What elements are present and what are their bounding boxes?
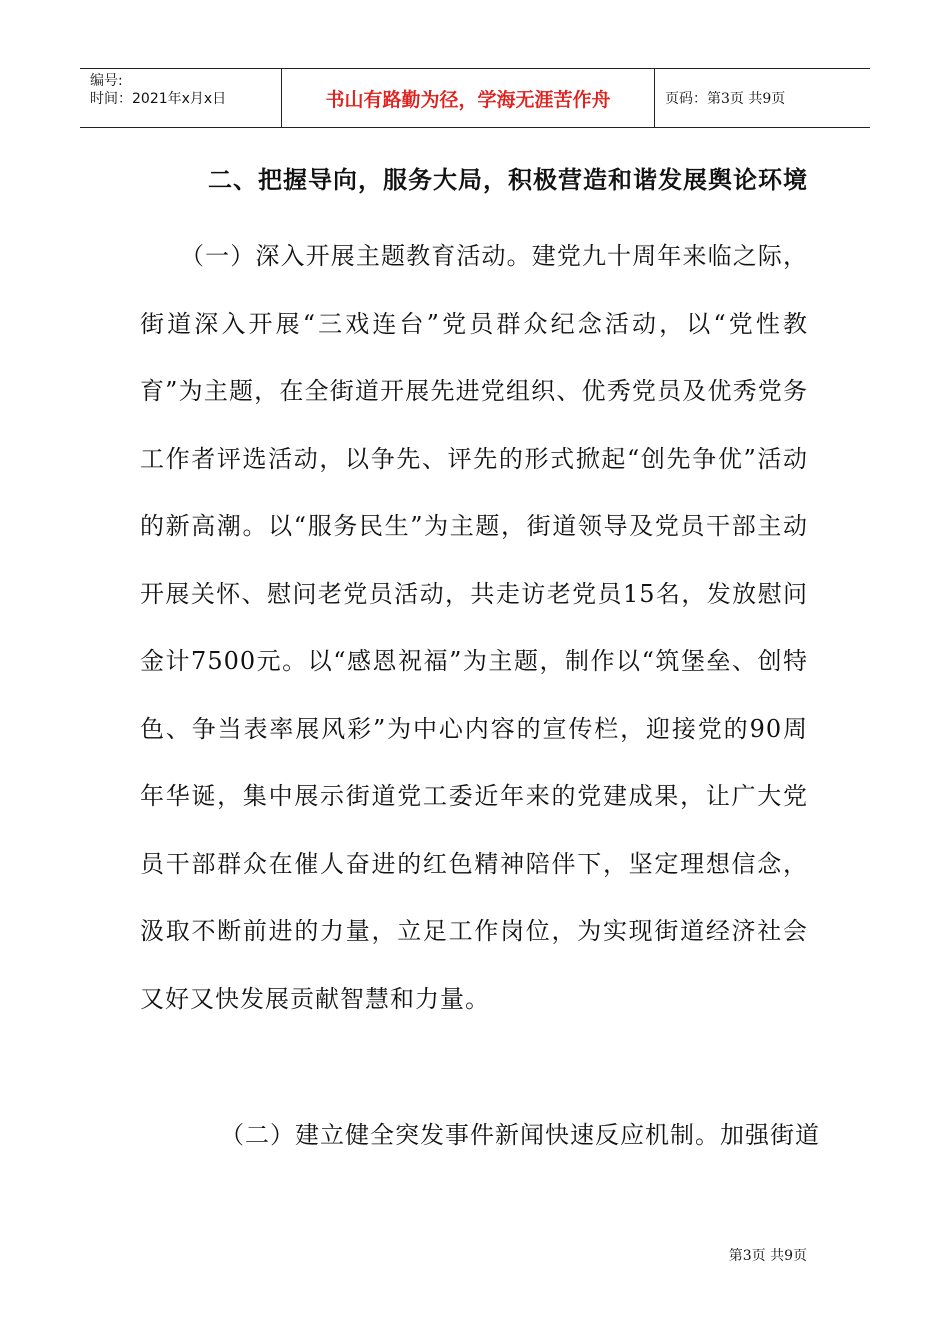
header-page-number: 页码：第3页 共9页: [665, 91, 786, 107]
header-motto: 书山有路勤为径，学海无涯苦作舟: [282, 69, 655, 127]
header-meta: [80, 69, 282, 127]
document-number-label: 编号:: [90, 73, 123, 89]
body-paragraph: （二）建立健全突发事件新闻快速反应机制。加强街道: [220, 1121, 820, 1149]
document-header: [80, 68, 870, 128]
section-heading: 二、把握导向，服务大局，积极营造和谐发展舆论环境: [208, 166, 808, 194]
footer-page-number: 第3页 共9页: [728, 1248, 807, 1264]
document-date: 时间：2021年x月x日: [90, 91, 227, 107]
body-paragraph: （一）深入开展主题教育活动。建党九十周年来临之际，街道深入开展“三戏连台”党员群众纪念活动，以“党性教育”为主题，在全街道开展先进党组织、优秀党员及优秀党务工作者评选活动，以争先、评先的形式掀起“创先争优”活动的新高潮。以“服务民生”为主题，街道领导及党员干部主动开展关怀、慰问老党员活动，共走访老党员15名，发放慰问金计7500元。以“感恩祝福”为主题，制作以“筑堡垒、创特色、争当表率展风彩”为中心内容的宣传栏，迎接党的90周年华诞，集中展示街道党工委近年来的党建成果，让广大党员干部群众在催人奋进的红色精神陪伴下，坚定理想信念，汲取不断前进的力量，立足工作岗位，为实现街道经济社会又好又快发展贡献智慧和力量。: [140, 242, 808, 1013]
